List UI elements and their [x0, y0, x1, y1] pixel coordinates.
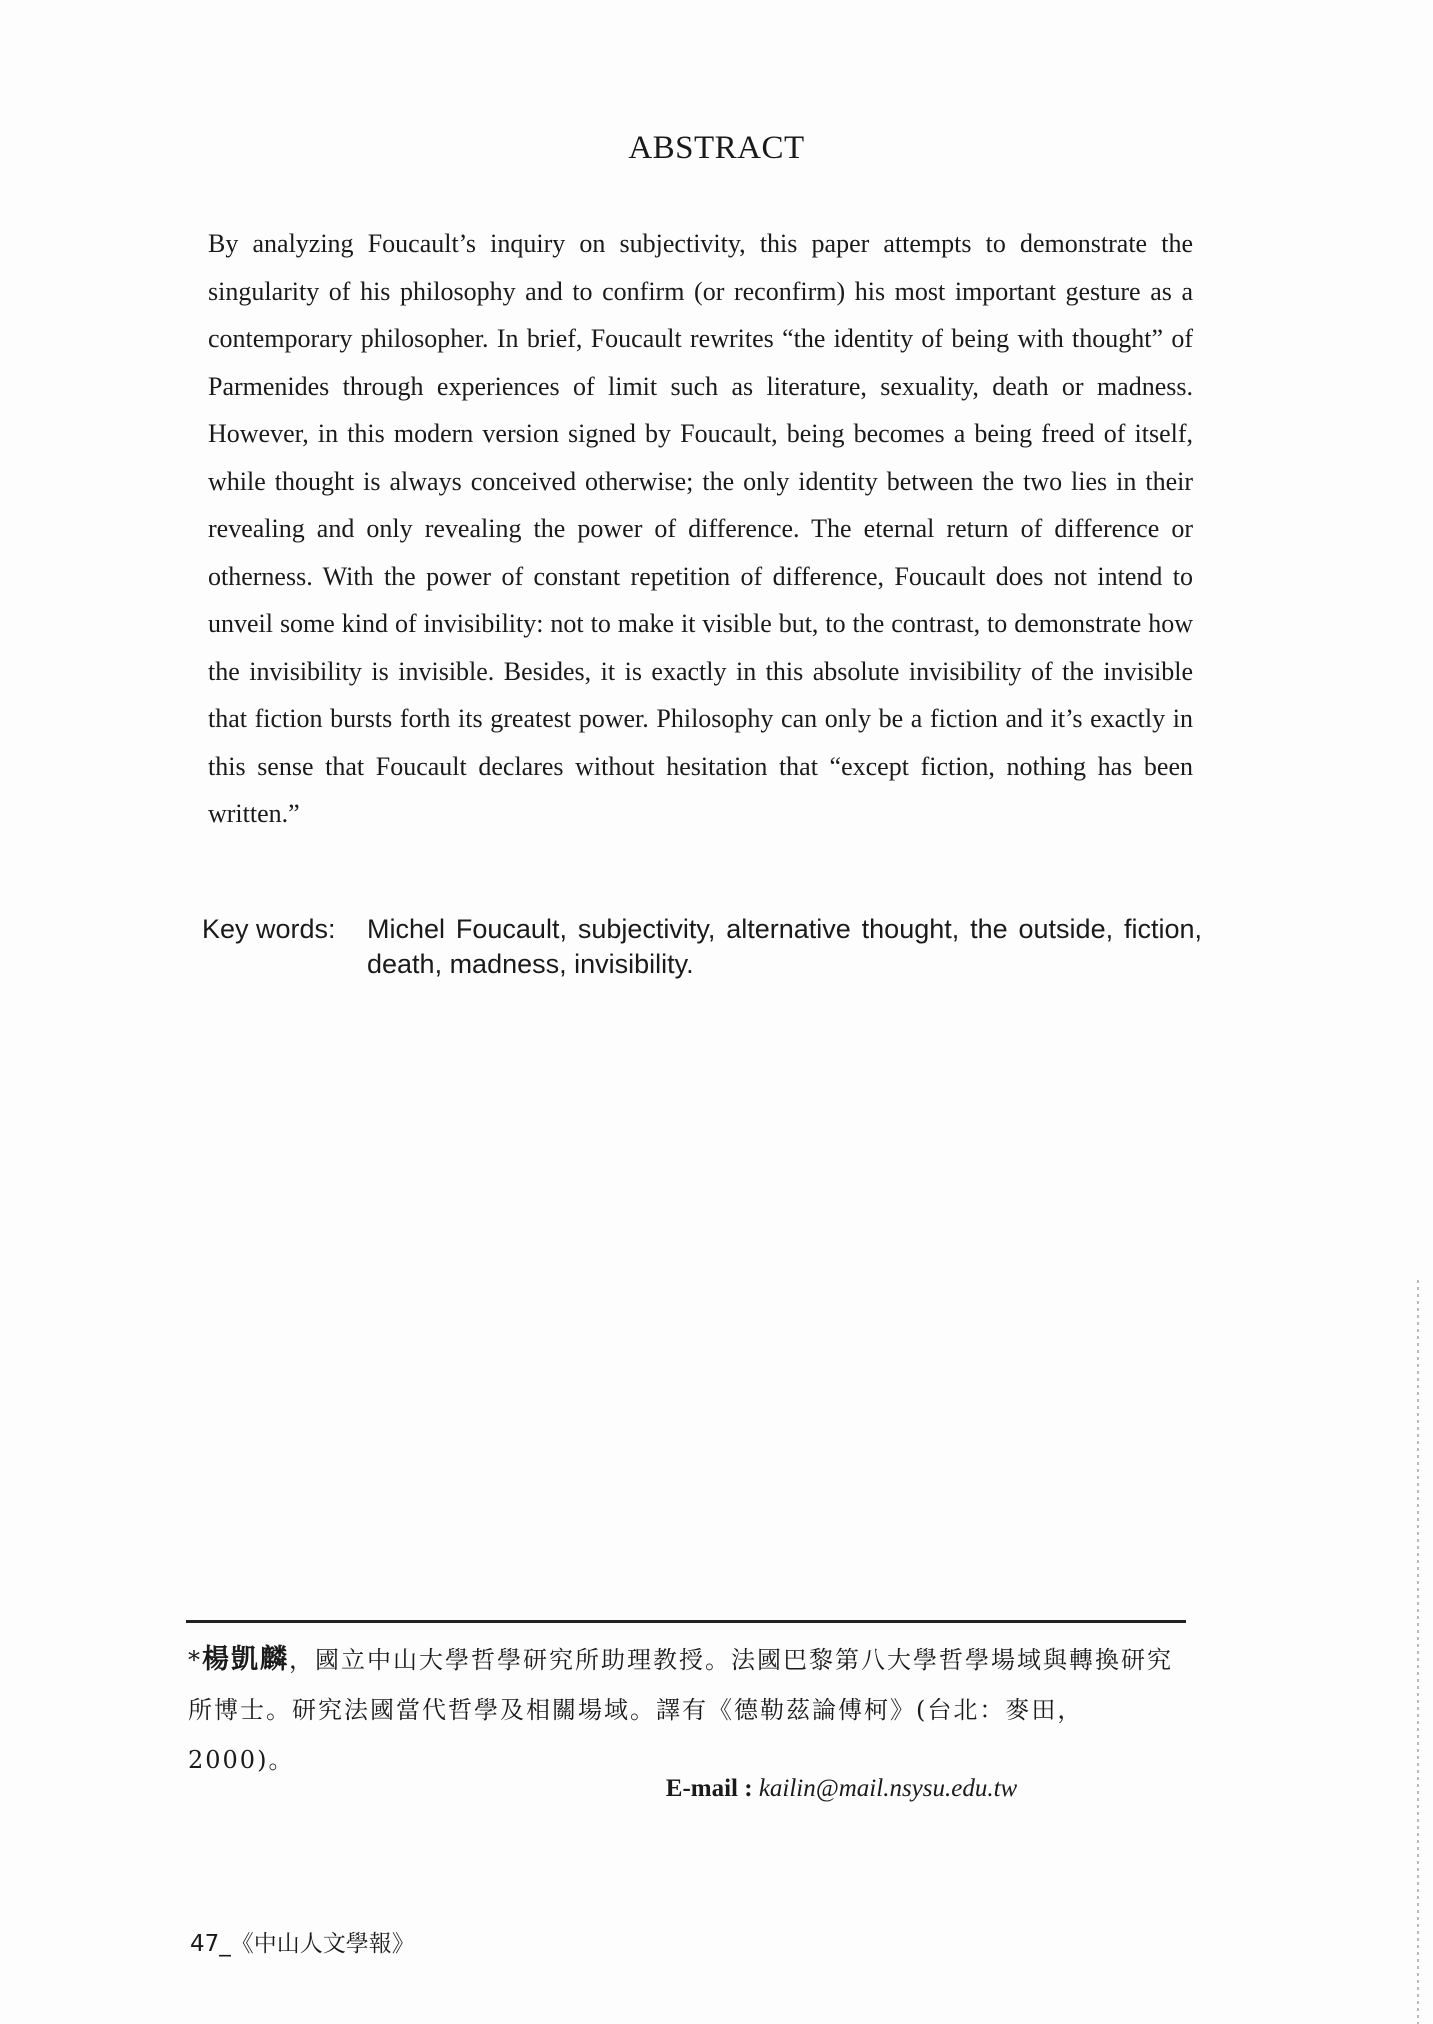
footnote-divider	[186, 1620, 1186, 1623]
abstract-body: By analyzing Foucault’s inquiry on subjectivity, this paper attempts to demonstrate the singularity of his philosophy and to confirm (or reconfirm) his most important gesture as a contemporary philosopher. In brief, Foucault rewrites “the identity of being with thought” of Parmenides through experiences of limit such as literature, sexuality, death or madness. However, in this modern version signed by Foucault, being becomes a being freed of itself, while thought is always conceived otherwise; the only identity between the two lies in their revealing and only revealing the power of difference. The eternal return of difference or otherness. With the power of constant repetition of difference, Foucault does not intend to unveil some kind of invisibility: not to make it visible but, to the contrast, to demonstrate how the invisibility is invisible. Besides, it is exactly in this absolute invisibility of the invisible that fiction bursts forth its greatest power. Philosophy can only be a fiction and it’s exactly in this sense that Foucault declares without hesitation that “except fiction, nothing has been written.”	[208, 229, 1193, 828]
keywords-block	[202, 912, 1202, 982]
scan-edge-mark	[1417, 1280, 1419, 2024]
abstract-title: ABSTRACT	[628, 130, 805, 166]
email-line	[0, 1775, 1433, 1803]
keywords-text: Michel Foucault, subjectivity, alternative thought, the outside, fiction, death, madness, invisibility.	[367, 914, 1202, 979]
keywords-label: Key words:	[202, 914, 336, 944]
page-footer: 47_《中山人文學報》	[190, 1931, 415, 1957]
author-name: 楊凱麟	[202, 1644, 289, 1675]
author-bio: ，國立中山大學哲學研究所助理教授。法國巴黎第八大學哲學場域與轉換研究所博士。研究法國當代哲學及相關場域。譯有《德勒茲論傅柯》(台北：麥田，2000)。	[188, 1646, 1173, 1774]
footnote-marker: *	[188, 1646, 202, 1674]
email-address: kailin@mail.nsysu.edu.tw	[758, 1775, 1018, 1802]
author-footnote	[188, 1635, 1188, 1785]
email-label: E-mail :	[665, 1775, 753, 1802]
